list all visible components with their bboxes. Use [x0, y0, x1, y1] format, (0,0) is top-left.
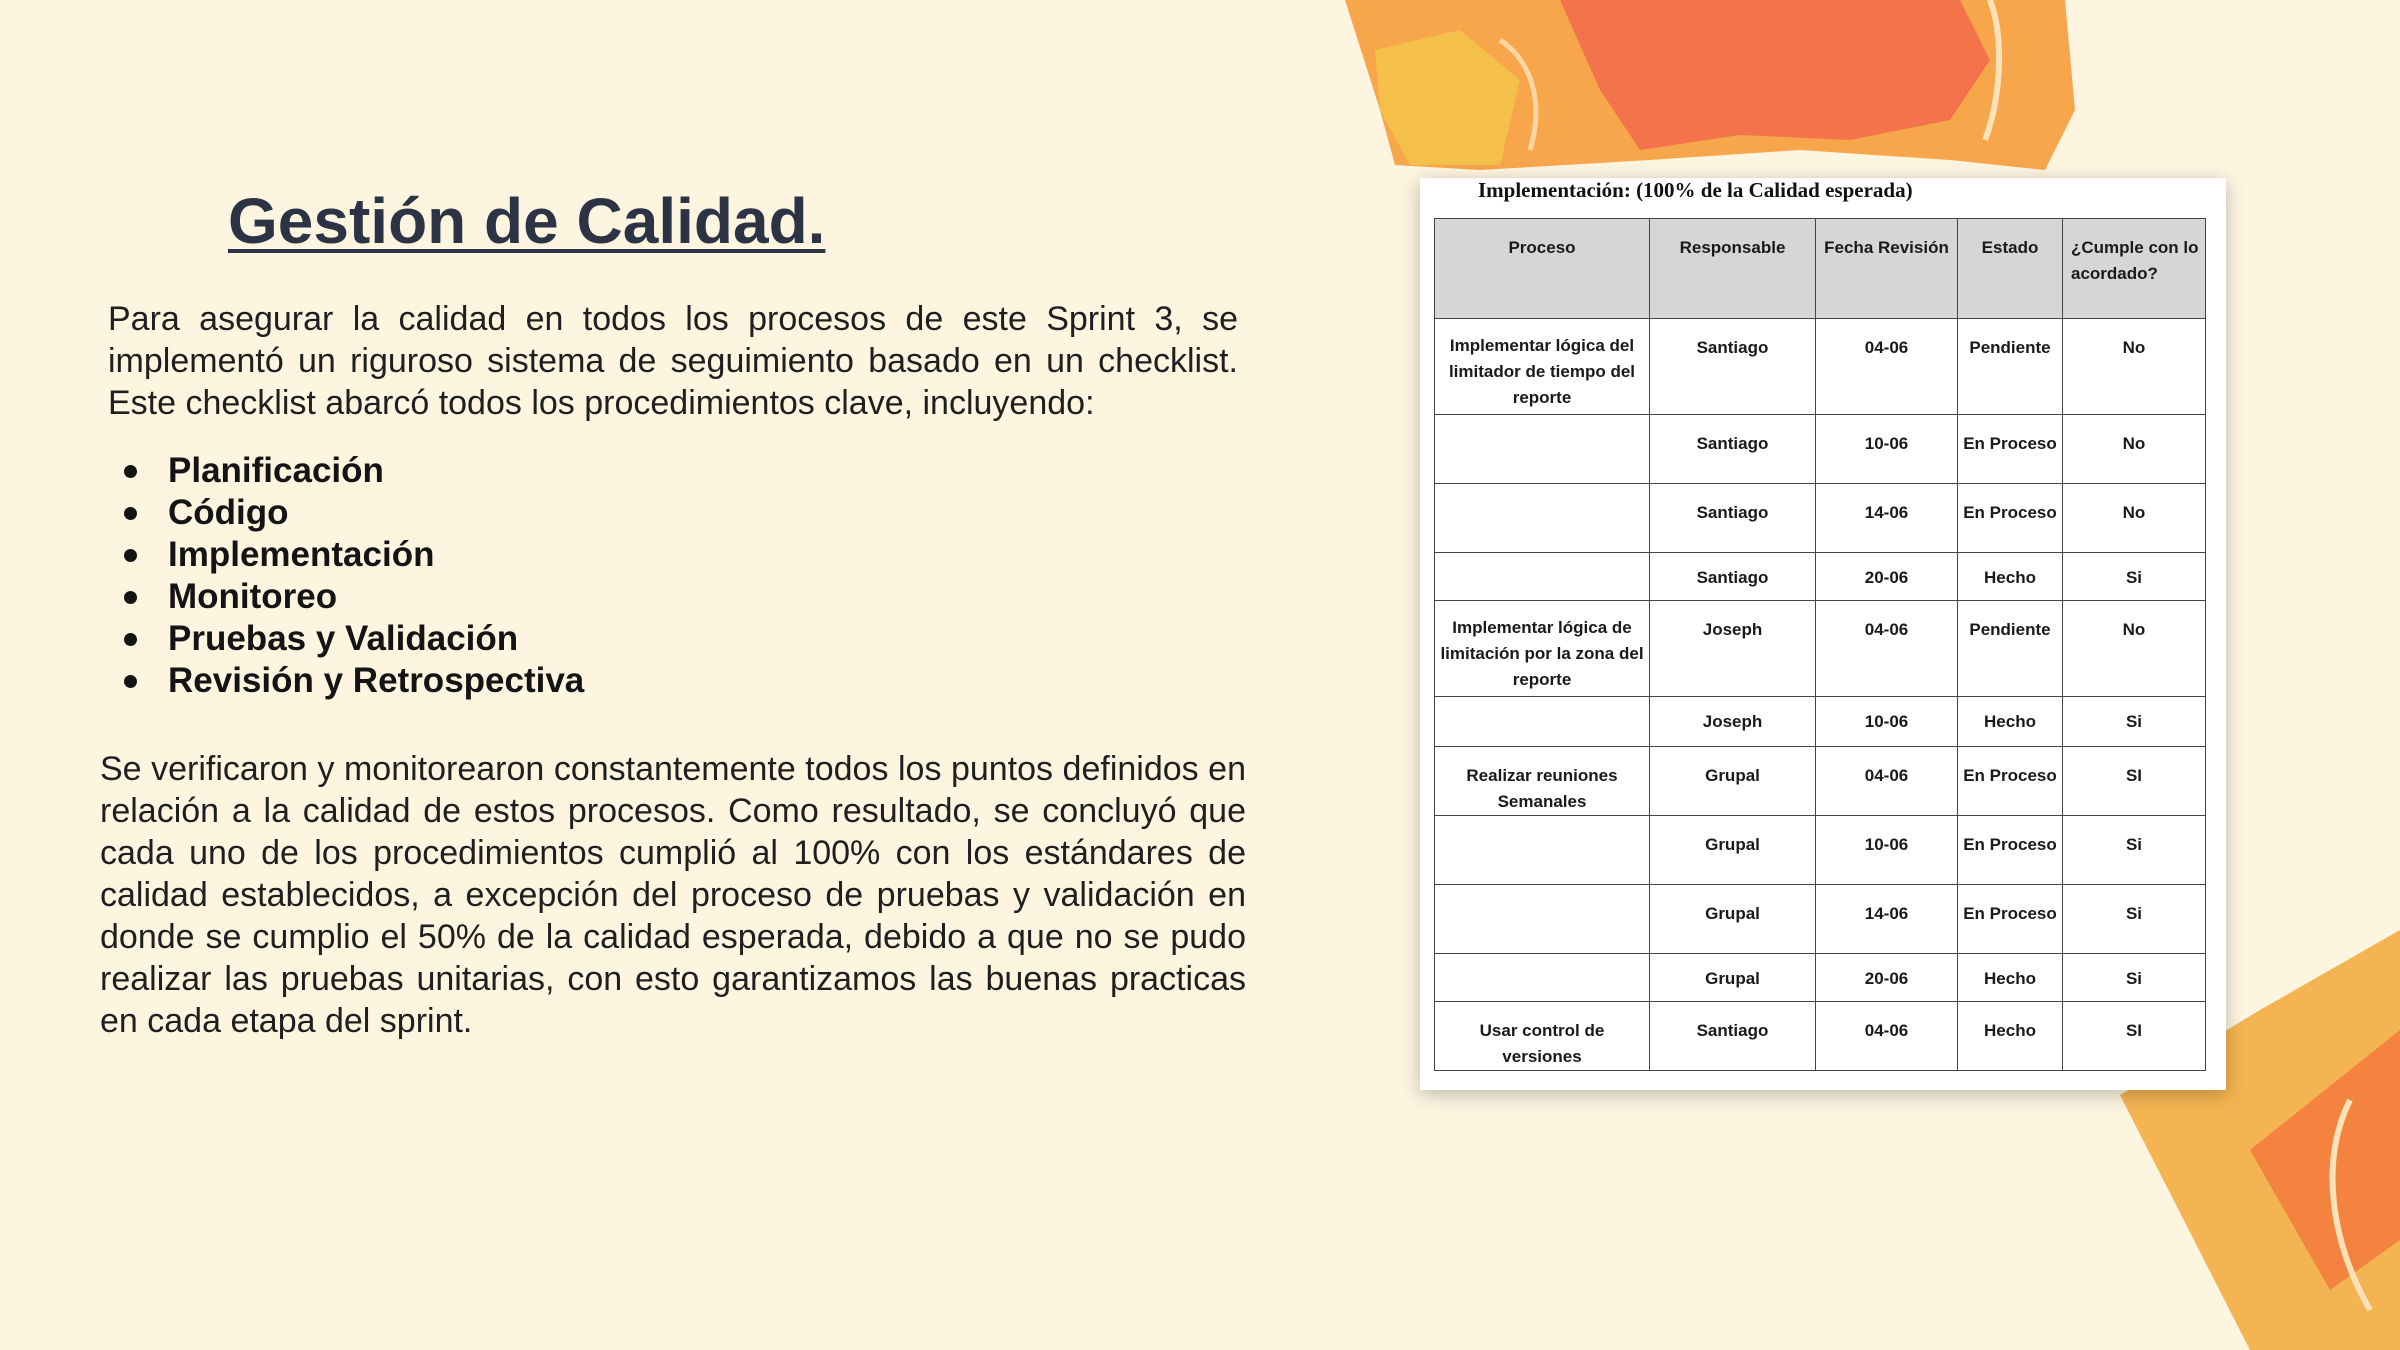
header-proceso: Proceso [1435, 219, 1650, 319]
cell-cumple: No [2063, 601, 2206, 697]
cell-responsable: Santiago [1650, 553, 1816, 601]
cell-estado: En Proceso [1958, 747, 2063, 816]
quality-checklist-table [1434, 218, 2206, 1071]
cell-proceso: Usar control de versiones [1435, 1002, 1650, 1071]
table-row [1435, 484, 2206, 553]
cell-proceso [1435, 553, 1650, 601]
cell-estado: Hecho [1958, 1002, 2063, 1071]
intro-paragraph: Para asegurar la calidad en todos los procesos de este Sprint 3, se implementó un riguroso sistema de seguimiento basado en un checklist. Este checklist abarcó todos los procedimientos clave, incluyendo: [108, 300, 1238, 422]
cell-responsable: Santiago [1650, 1002, 1816, 1071]
cell-responsable: Grupal [1650, 816, 1816, 885]
process-list-item: Pruebas y Validación [108, 618, 584, 660]
slide-title: Gestión de Calidad. [228, 185, 826, 257]
cell-cumple: Si [2063, 553, 2206, 601]
cell-estado: Hecho [1958, 697, 2063, 747]
cell-responsable: Santiago [1650, 319, 1816, 415]
process-list-item: Revisión y Retrospectiva [108, 660, 584, 702]
cell-estado: En Proceso [1958, 484, 2063, 553]
cell-fecha: 14-06 [1816, 484, 1958, 553]
cell-fecha: 10-06 [1816, 697, 1958, 747]
process-list [108, 450, 584, 702]
cell-cumple: No [2063, 415, 2206, 484]
cell-fecha: 20-06 [1816, 954, 1958, 1002]
table-row [1435, 1002, 2206, 1071]
cell-responsable: Joseph [1650, 697, 1816, 747]
cell-cumple: Si [2063, 816, 2206, 885]
cell-responsable: Santiago [1650, 415, 1816, 484]
header-fecha-revision: Fecha Revisión [1816, 219, 1958, 319]
cell-fecha: 10-06 [1816, 415, 1958, 484]
cell-responsable: Grupal [1650, 747, 1816, 816]
table-row [1435, 885, 2206, 954]
checklist-document-image [1420, 178, 2226, 1090]
cell-responsable: Joseph [1650, 601, 1816, 697]
cell-proceso: Realizar reuniones Semanales [1435, 747, 1650, 816]
table-row [1435, 954, 2206, 1002]
cell-estado: En Proceso [1958, 816, 2063, 885]
cell-fecha: 14-06 [1816, 885, 1958, 954]
process-list-item: Implementación [108, 534, 584, 576]
cell-estado: Hecho [1958, 553, 2063, 601]
cell-cumple: SI [2063, 1002, 2206, 1071]
conclusion-paragraph: Se verificaron y monitorearon constantemente todos los puntos definidos en relación a la calidad de estos procesos. Como resultado, se concluyó que cada uno de los procedimientos cumplió al 100% con los estándares de calidad establecidos, a excepción del proceso de pruebas y validación en donde se cumplio el 50% de la calidad esperada, debido a que no se pudo realizar las pruebas unitarias, con esto garantizamos las buenas practicas en cada etapa del sprint. [100, 750, 1246, 1040]
cell-estado: Hecho [1958, 954, 2063, 1002]
header-estado: Estado [1958, 219, 2063, 319]
header-responsable: Responsable [1650, 219, 1816, 319]
cell-cumple: SI [2063, 747, 2206, 816]
table-row [1435, 601, 2206, 697]
cell-responsable: Santiago [1650, 484, 1816, 553]
cell-fecha: 10-06 [1816, 816, 1958, 885]
cell-proceso [1435, 816, 1650, 885]
cell-cumple: No [2063, 319, 2206, 415]
table-header-row [1435, 219, 2206, 319]
checklist-title: Implementación: (100% de la Calidad esperada) [1478, 178, 1913, 202]
cell-cumple: Si [2063, 697, 2206, 747]
cell-fecha: 04-06 [1816, 319, 1958, 415]
process-list-item: Planificación [108, 450, 584, 492]
cell-proceso [1435, 954, 1650, 1002]
cell-cumple: Si [2063, 954, 2206, 1002]
cell-fecha: 04-06 [1816, 601, 1958, 697]
cell-fecha: 20-06 [1816, 553, 1958, 601]
cell-fecha: 04-06 [1816, 1002, 1958, 1071]
cell-proceso [1435, 484, 1650, 553]
cell-proceso [1435, 885, 1650, 954]
cell-proceso: Implementar lógica de limitación por la zona del reporte [1435, 601, 1650, 697]
cell-estado: Pendiente [1958, 319, 2063, 415]
table-row [1435, 697, 2206, 747]
table-row [1435, 319, 2206, 415]
cell-estado: Pendiente [1958, 601, 2063, 697]
cell-estado: En Proceso [1958, 415, 2063, 484]
cell-fecha: 04-06 [1816, 747, 1958, 816]
header-cumple: ¿Cumple con lo acordado? [2063, 219, 2206, 319]
process-list-item: Monitoreo [108, 576, 584, 618]
table-row [1435, 415, 2206, 484]
process-list-item: Código [108, 492, 584, 534]
table-row [1435, 816, 2206, 885]
cell-proceso: Implementar lógica del limitador de tiempo del reporte [1435, 319, 1650, 415]
cell-cumple: Si [2063, 885, 2206, 954]
cell-responsable: Grupal [1650, 954, 1816, 1002]
cell-proceso [1435, 697, 1650, 747]
table-row [1435, 553, 2206, 601]
table-row [1435, 747, 2206, 816]
cell-cumple: No [2063, 484, 2206, 553]
cell-responsable: Grupal [1650, 885, 1816, 954]
cell-estado: En Proceso [1958, 885, 2063, 954]
cell-proceso [1435, 415, 1650, 484]
